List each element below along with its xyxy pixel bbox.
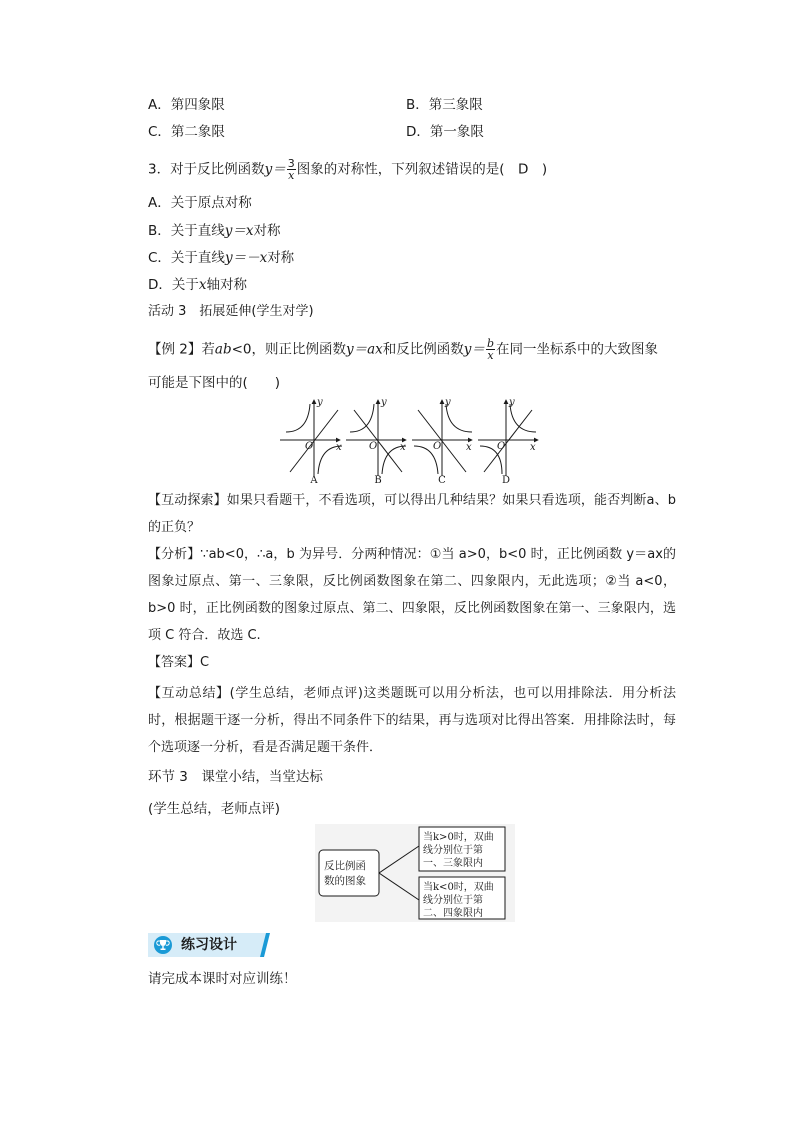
graph-a-y-label: y: [317, 397, 323, 408]
practice-instruction: 请完成本课时对应训练！: [148, 971, 297, 987]
mindmap-top-line1: 当k>0时，双曲: [423, 832, 494, 843]
q3-option-d: [148, 275, 247, 295]
graph-b-origin: O: [369, 441, 378, 452]
graph-d-label: D: [501, 475, 511, 484]
teacher-comment: (学生总结，老师点评): [148, 801, 281, 817]
graph-b-curve-1: [350, 404, 374, 432]
q3-option-b-pre: B．关于直线: [148, 223, 225, 239]
graph-b: [346, 400, 406, 476]
graph-a: [280, 400, 342, 476]
graph-a-curve-1: [286, 404, 310, 432]
mindmap-center-line2: 数的图象: [324, 875, 366, 887]
analysis-paragraph: 【分析】∵ab<0，∴a，b 为异号．分两种情况：①当 a>0，b<0 时，正比例函数 y＝ax的图象过原点、第一、三象限，反比例函数图象在第二、四象限内，无此选项；②当 a<0，b>0 时，正比例函数的图象过原点、第二、四象限，反比例函数图象在第一、三象限内，选项 C 符合．故选 C.: [148, 547, 676, 643]
q3-option-b: [148, 221, 281, 241]
answer-graphs: [278, 396, 540, 484]
graph-d-y-label: y: [509, 397, 515, 408]
q2-option-d: D．第一象限: [406, 124, 484, 140]
q3-option-c: [148, 248, 294, 268]
section-3-heading: 环节 3 课堂小结，当堂达标: [148, 769, 323, 785]
q3-frac-den: x: [288, 169, 295, 182]
q3-option-d-pre: D．关于: [148, 277, 199, 293]
graph-d: [478, 400, 538, 476]
practice-title: 练习设计: [181, 937, 237, 953]
mindmap-bottom-line1: 当k<0时，双曲: [423, 882, 494, 893]
graph-c-x-label: x: [466, 442, 472, 453]
q3-frac-num: 3: [287, 157, 295, 170]
graph-c-label: C: [438, 475, 446, 484]
example2-y-eq: y＝: [463, 341, 485, 358]
q2-option-a: A．第四象限: [148, 97, 225, 113]
q3-option-a: A．关于原点对称: [148, 195, 252, 211]
graph-c-curve-1: [446, 404, 472, 432]
q3-option-c-math: y＝－x: [224, 250, 268, 266]
graph-d-curve-1: [510, 404, 536, 432]
q2-option-c: C．第二象限: [148, 124, 225, 140]
mindmap-bottom-line2: 线分别位于第: [423, 895, 483, 906]
practice-banner: [148, 933, 270, 957]
mindmap-top-line2: 线分别位于第: [423, 845, 483, 856]
example2-y-ax: y＝ax: [346, 341, 383, 358]
q3-y-eq: y＝: [264, 161, 286, 178]
q3-suffix: 图象的对称性，下列叙述错误的是( D ): [296, 161, 548, 178]
example2-part-d: 在同一坐标系中的大致图象: [495, 341, 658, 358]
mindmap-center-line1: 反比例函: [324, 860, 366, 872]
example2-ab: ab: [214, 341, 232, 358]
example-2-line2: 可能是下图中的( ): [148, 375, 281, 391]
mindmap-center-box: [319, 850, 379, 896]
example-2-line1: [148, 338, 658, 361]
trophy-icon: [156, 938, 170, 952]
mindmap-bottom-line3: 二、四象限内: [423, 908, 483, 919]
mindmap-top-line3: 一、三象限内: [423, 858, 483, 869]
graph-d-origin: O: [497, 441, 506, 452]
q3-option-d-math: x: [198, 277, 207, 293]
graph-a-label: A: [310, 475, 318, 484]
graph-d-line: [484, 410, 532, 472]
answer-line: 【答案】C: [148, 655, 210, 670]
graph-c-origin: O: [433, 441, 442, 452]
graph-d-x-label: x: [530, 442, 536, 453]
q3-option-c-pre: C．关于直线: [148, 250, 225, 266]
graph-b-y-label: y: [381, 397, 387, 408]
example2-frac-num: b: [486, 337, 494, 350]
graph-a-origin: O: [305, 441, 314, 452]
activity-3-heading: 活动 3 拓展延伸(学生对学): [148, 304, 314, 319]
example2-fraction: [486, 338, 495, 361]
example2-frac-den: x: [487, 349, 494, 362]
example2-part-a: 【例 2】若: [148, 341, 215, 358]
mindmap-diagram: [315, 824, 515, 922]
interactive-explore: 【互动探索】如果只看题干，不看选项，可以得出几种结果？如果只看选项，能否判断a、b 的正负？: [148, 493, 676, 535]
q3-fraction: [287, 158, 296, 181]
q2-option-b: B．第三象限: [406, 97, 483, 113]
graph-c-y-label: y: [445, 397, 451, 408]
example2-part-c: 和反比例函数: [382, 341, 464, 358]
q3-option-b-math: y＝x: [224, 223, 254, 239]
question-3-stem: [148, 158, 547, 181]
q3-prefix: 3．对于反比例函数: [148, 161, 265, 178]
graph-a-x-label: x: [336, 442, 342, 453]
example2-part-b: <0，则正比例函数: [231, 341, 346, 358]
graph-b-label: B: [374, 475, 382, 484]
q3-option-d-post: 轴对称: [206, 277, 248, 293]
q3-option-b-post: 对称: [253, 223, 281, 239]
interactive-summary: 【互动总结】(学生总结，老师点评)这类题既可以用分析法，也可以用排除法．用分析法时，根据题干逐一分析，得出不同条件下的结果，再与选项对比得出答案．用排除法时，每个选项逐一分析，看是否满足题干条件．: [148, 686, 676, 755]
q3-option-c-post: 对称: [267, 250, 295, 266]
graph-b-x-label: x: [400, 442, 406, 453]
graph-c: [412, 400, 472, 476]
